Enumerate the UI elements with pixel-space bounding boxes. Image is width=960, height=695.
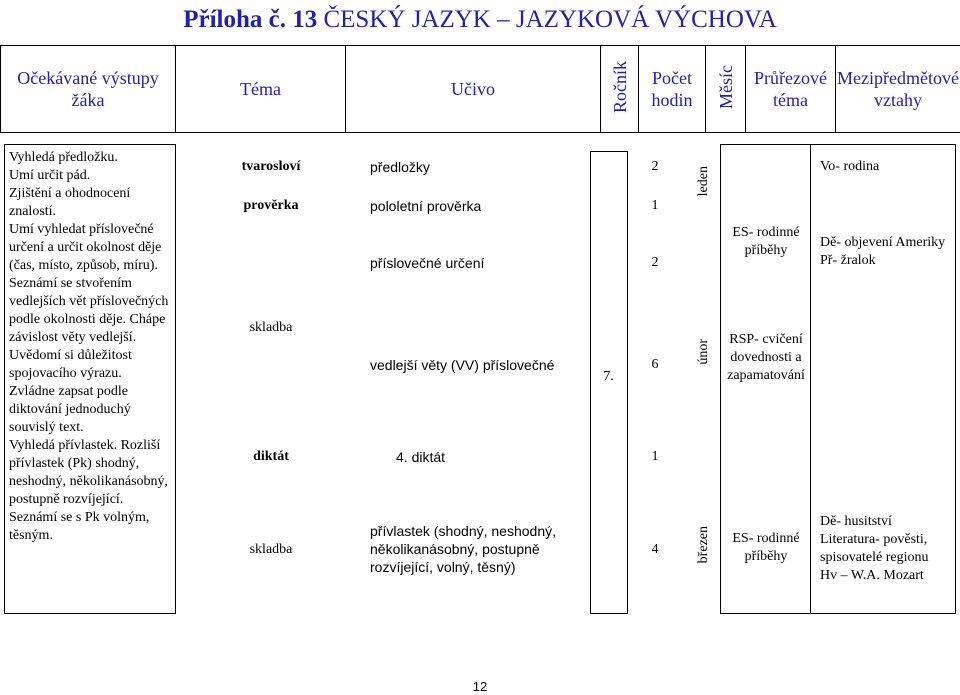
vztah-1: Vo- rodina <box>820 159 880 174</box>
ucivo-prislovecne: příslovečné určení <box>370 255 485 271</box>
header-hodin: Počet hodin <box>639 46 706 133</box>
page-title <box>0 6 960 34</box>
output-item: Zvládne zapsat podle diktování jednoduchý souvislý text. <box>9 384 131 435</box>
frame-col1-right <box>175 144 176 614</box>
output-item: Vyhledá předložku. <box>9 150 118 165</box>
header-vztahy: Mezipředmětové vztahy <box>836 46 960 133</box>
frame-col1-top <box>4 144 175 145</box>
header-prurezove: Průřezové téma <box>746 46 836 133</box>
vztah-3b: Literatura- pověsti, spisovatelé regionu <box>820 532 929 565</box>
prurez-3: ES- rodinné příběhy <box>732 531 800 564</box>
vztah-3a: Dě- husitství <box>820 514 892 529</box>
mesic-leden: leden <box>696 166 711 197</box>
tema-skladba-2: skladba <box>249 542 293 557</box>
ucivo-vedlejsi-vety: vedlejší věty (VV) příslovečné <box>370 357 555 373</box>
tema-tvaroslovi: tvarosloví <box>241 159 301 174</box>
ucivo-privlastek: přívlastek (shodný, neshodný, několikanásobný, postupně rozvíjející, volný, těsný) <box>370 523 556 575</box>
hodin-r1: 2 <box>651 159 659 174</box>
header-table <box>0 45 960 133</box>
output-item: Umí určit pád. <box>9 168 91 183</box>
tema-proverka: prověrka <box>243 198 299 213</box>
page-number: 12 <box>472 679 488 694</box>
header-ucivo: Učivo <box>346 46 601 133</box>
vztah-2a: Dě- objevení Ameriky <box>820 235 946 250</box>
prurez-2: RSP- cvičení dovednosti a zapamatování <box>727 332 805 383</box>
rocnik-value: 7. <box>603 369 614 384</box>
tema-skladba-1: skladba <box>249 320 293 335</box>
prurez-1: ES- rodinné příběhy <box>732 225 800 258</box>
tema-diktat: diktát <box>253 449 289 464</box>
rocnik-left <box>590 151 591 614</box>
header-outputs: Očekávané výstupy žáka <box>1 46 176 133</box>
title-prefix: Příloha č. 13 <box>183 6 318 33</box>
mesic-unor: únor <box>696 339 711 365</box>
outputs-list <box>9 149 171 545</box>
frame-col1-bottom <box>4 613 175 614</box>
hodin-r5: 1 <box>651 449 659 464</box>
vztah-3 <box>820 513 952 585</box>
title-rest: ČESKÝ JAZYK – JAZYKOVÁ VÝCHOVA <box>323 6 777 33</box>
ucivo-predlozky: předložky <box>370 159 430 175</box>
mesic-brezen: březen <box>696 526 711 564</box>
vztah-2 <box>820 234 950 270</box>
prurez-left <box>720 144 721 614</box>
curriculum-body <box>0 144 960 614</box>
hodin-r6: 4 <box>651 542 659 557</box>
ucivo-diktat: 4. diktát <box>396 449 446 465</box>
prurez-top <box>720 144 955 145</box>
rocnik-bottom <box>590 613 627 614</box>
hodin-r2: 1 <box>651 198 659 213</box>
frame-left <box>4 144 5 614</box>
vztahy-left <box>810 144 811 614</box>
rocnik-right <box>627 151 628 614</box>
header-rocnik: Ročník <box>609 60 630 113</box>
vztah-3c: Hv – W.A. Mozart <box>820 568 924 583</box>
ucivo-pololetni: pololetní prověrka <box>370 198 482 214</box>
hodin-r3: 2 <box>651 255 659 270</box>
header-tema: Téma <box>176 46 346 133</box>
frame-right <box>955 144 956 614</box>
output-item: Vyhledá přívlastek. Rozliší přívlastek (Pk) shodný, neshodný, několikanásobný, postupně rozvíjející. Seznámí se s Pk volným, těsným. <box>9 438 169 543</box>
prurez-bottom <box>720 613 955 614</box>
output-item: Zjištění a ohodnocení znalostí. <box>9 186 131 219</box>
hodin-r4: 6 <box>651 357 659 372</box>
header-mesic: Měsíc <box>715 64 736 109</box>
vztah-2b: Př- žralok <box>820 253 876 268</box>
output-item: Umí vyhledat příslovečné určení a určit okolnost děje (čas, místo, způsob, míru). <box>9 222 162 273</box>
output-item: Seznámí se stvořením vedlejších vět příslovečných podle okolnosti děje. Chápe závislost věty vedlejší. Uvědomí si důležitost spojovacího výrazu. <box>9 276 169 381</box>
rocnik-top <box>590 151 627 152</box>
